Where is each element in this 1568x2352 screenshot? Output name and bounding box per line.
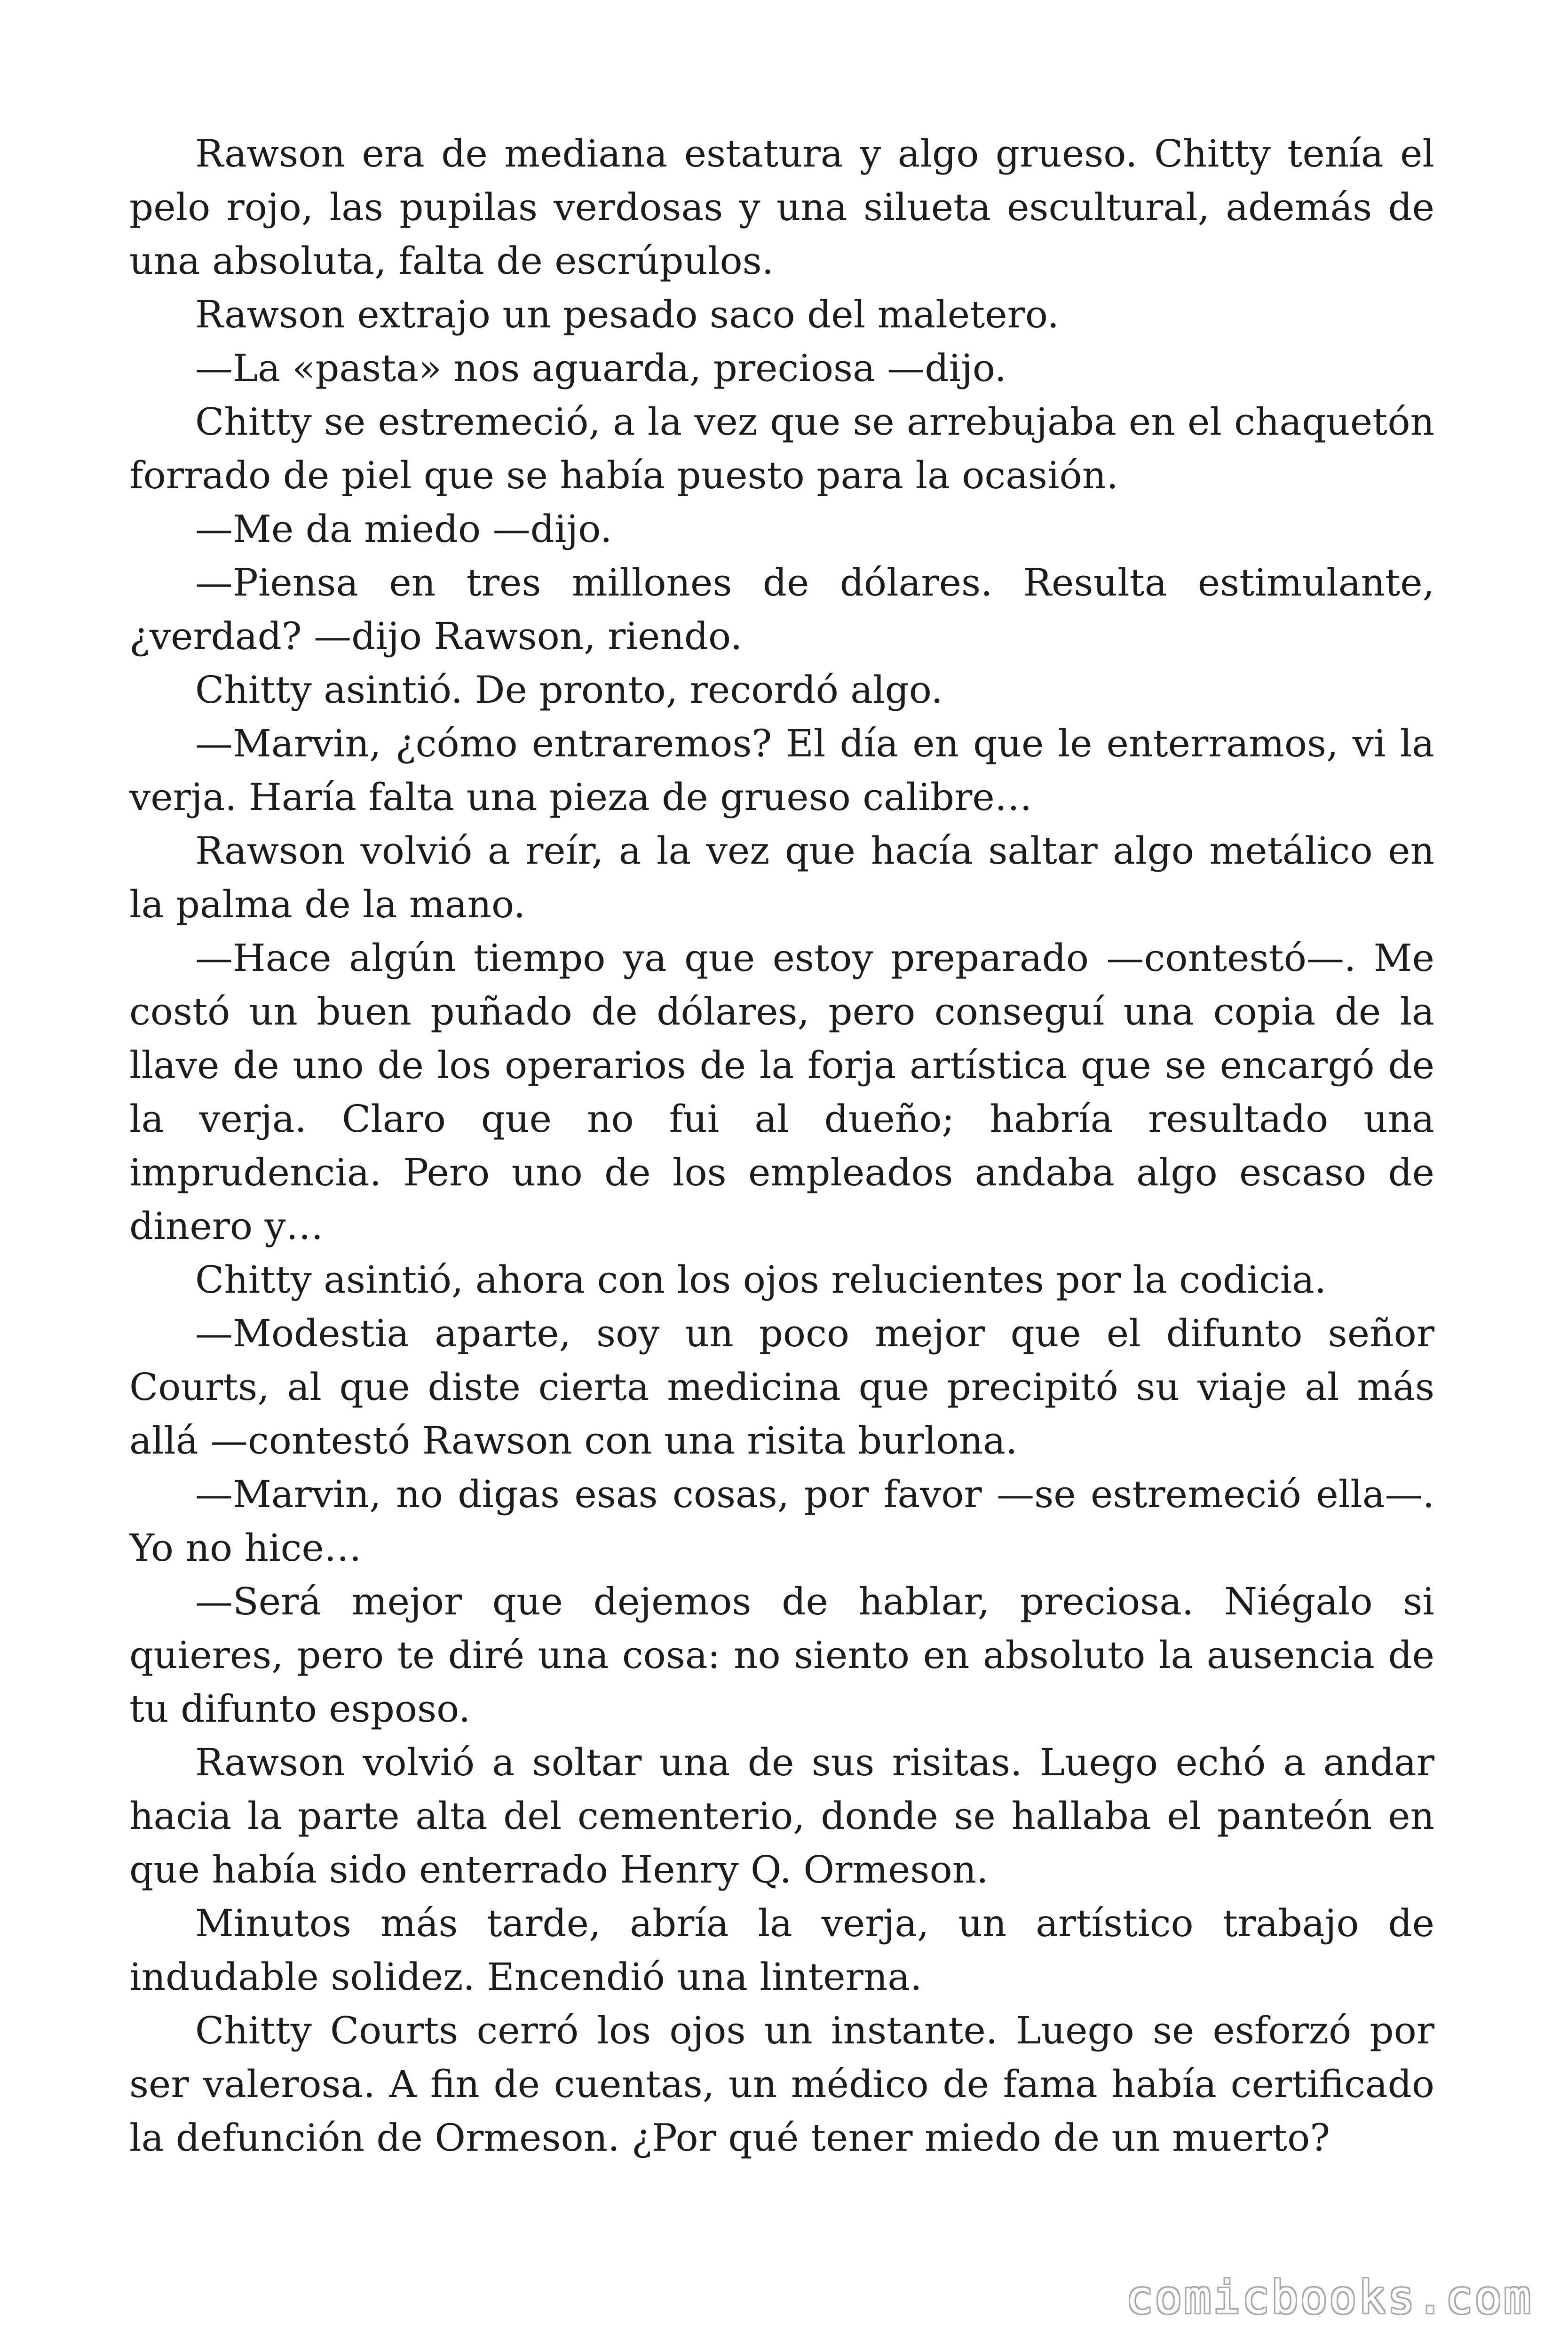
paragraph: Rawson extrajo un pesado saco del maletero. [195, 293, 1060, 336]
paragraph: —Será mejor que dejemos de hablar, preciosa. Niégalo si quieres, pero te diré una cosa: no siento en absoluto la ausencia de tu difunto esposo. [129, 1580, 1434, 1731]
paragraph: Rawson volvió a reír, a la vez que hacía saltar algo metálico en la palma de la mano. [129, 829, 1434, 926]
paragraph: —Piensa en tres millones de dólares. Resulta estimulante, ¿verdad? —dijo Rawson, riendo. [129, 561, 1434, 658]
paragraph: —La «pasta» nos aguarda, preciosa —dijo. [195, 346, 1006, 390]
page-body [129, 127, 1434, 2165]
paragraph: —Me da miedo —dijo. [195, 507, 612, 551]
paragraph: Rawson era de mediana estatura y algo grueso. Chitty tenía el pelo rojo, las pupilas verdosas y una silueta escultural, además de una absoluta, falta de escrúpulos. [129, 132, 1434, 283]
paragraph: —Hace algún tiempo ya que estoy preparado —contestó—. Me costó un buen puñado de dólares, pero conseguí una copia de la llave de uno de los operarios de la forja artística que se encargó de la verja. Claro que no fui al dueño; habría resultado una imprudencia. Pero uno de los empleados andaba algo escaso de dinero y… [129, 936, 1434, 1248]
paragraph: Chitty Courts cerró los ojos un instante. Luego se esforzó por ser valerosa. A fin de cuentas, un médico de fama había certificado la defunción de Ormeson. ¿Por qué tener miedo de un muerto? [129, 2009, 1434, 2160]
paragraph: —Modestia aparte, soy un poco mejor que el difunto señor Courts, al que diste cierta medicina que precipitó su viaje al más allá —contestó Rawson con una risita burlona. [129, 1311, 1434, 1462]
paragraph: Chitty asintió. De pronto, recordó algo. [195, 668, 943, 712]
paragraph: —Marvin, ¿cómo entraremos? El día en que le enterramos, vi la verja. Haría falta una pieza de grueso calibre… [129, 722, 1434, 819]
paragraph: Rawson volvió a soltar una de sus risitas. Luego echó a andar hacia la parte alta del cementerio, donde se hallaba el panteón en que había sido enterrado Henry Q. Ormeson. [129, 1740, 1434, 1891]
paragraph: Chitty se estremeció, a la vez que se arrebujaba en el chaquetón forrado de piel que se había puesto para la ocasión. [129, 400, 1434, 497]
paragraph: Chitty asintió, ahora con los ojos relucientes por la codicia. [195, 1258, 1327, 1302]
paragraph: Minutos más tarde, abría la verja, un artístico trabajo de indudable solidez. Encendió una linterna. [129, 1901, 1434, 1999]
paragraph: —Marvin, no digas esas cosas, por favor —se estremeció ella—. Yo no hice… [129, 1472, 1434, 1570]
site-watermark: comicbooks.com [1125, 2271, 1533, 2324]
